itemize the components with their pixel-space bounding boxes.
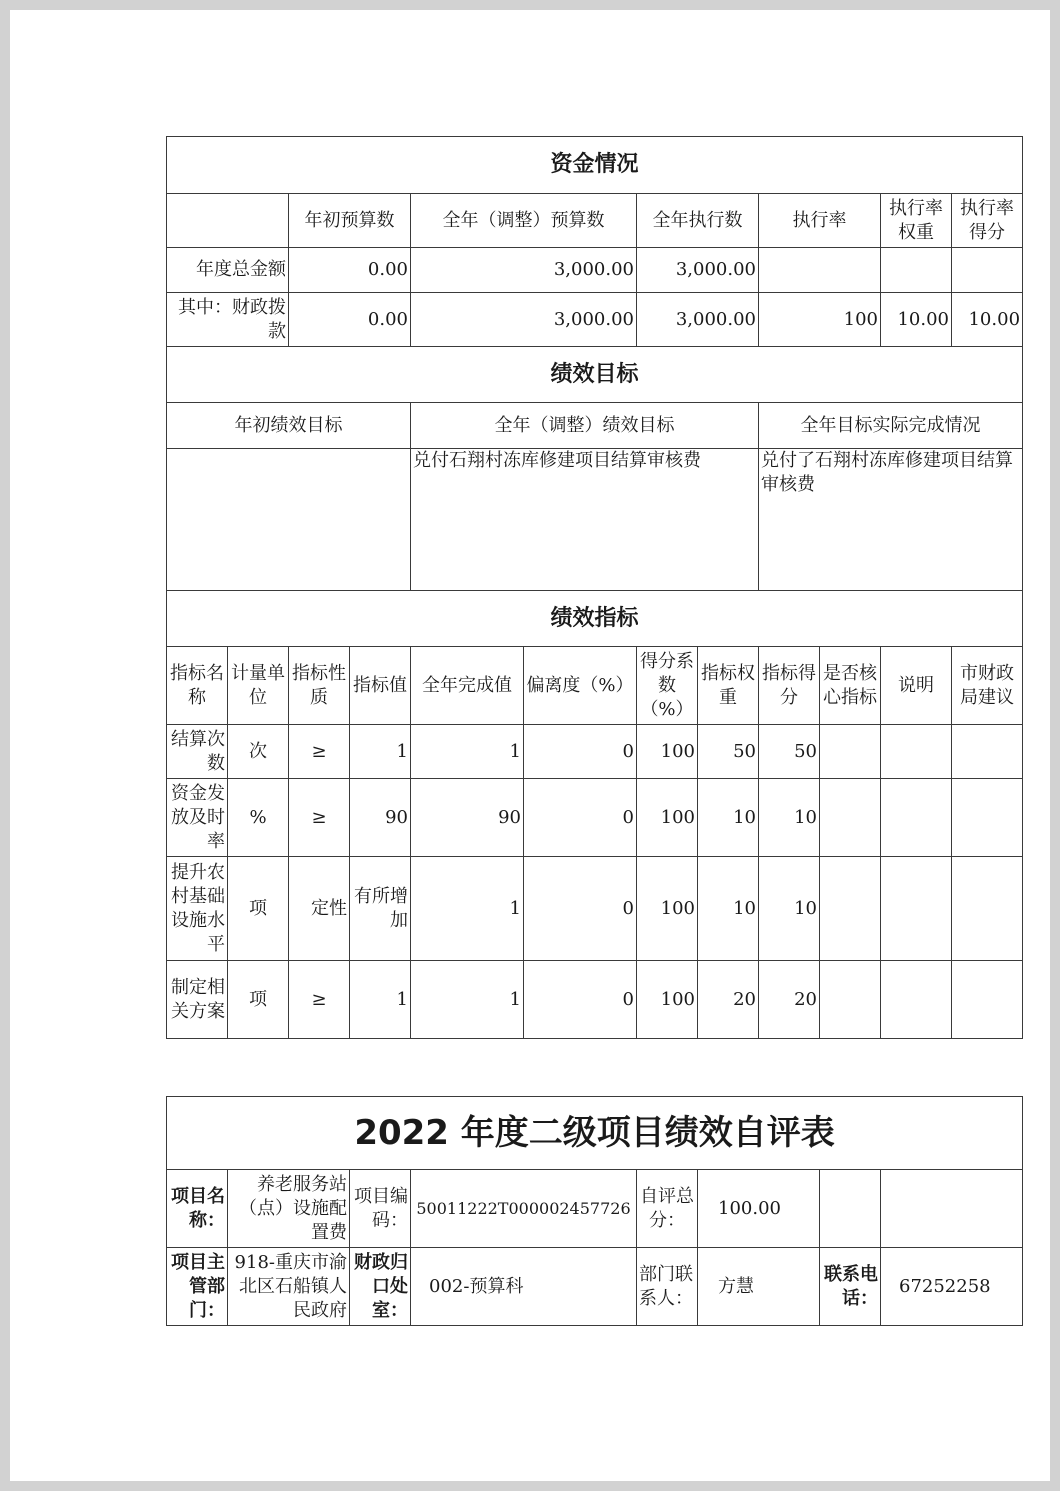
ind-weight: 20 <box>698 961 759 1039</box>
funds-row-score <box>952 248 1023 293</box>
ind-core <box>820 779 881 857</box>
ind-done: 90 <box>411 779 524 857</box>
ind-done: 1 <box>411 961 524 1039</box>
indicator-row <box>167 725 1023 779</box>
ind-advice <box>952 725 1023 779</box>
ind-unit: 次 <box>228 725 289 779</box>
ind-name: 制定相关方案 <box>167 961 228 1039</box>
project-name-value: 养老服务站（点）设施配置费 <box>228 1170 350 1248</box>
ind-header-name: 指标名称 <box>167 647 228 725</box>
funds-row <box>167 248 1023 293</box>
ind-core <box>820 857 881 961</box>
ind-nature: ≥ <box>289 779 350 857</box>
funds-row-label: 年度总金额 <box>167 248 289 293</box>
ind-coef: 100 <box>637 725 698 779</box>
ind-advice <box>952 961 1023 1039</box>
ind-name: 结算次数 <box>167 725 228 779</box>
ind-nature: ≥ <box>289 961 350 1039</box>
funds-header-initial: 年初预算数 <box>289 194 411 248</box>
goals-initial-text <box>167 449 411 591</box>
ind-deviation: 0 <box>524 779 637 857</box>
funds-row-rate: 100 <box>759 293 881 347</box>
ind-header-value: 指标值 <box>350 647 411 725</box>
dept-value: 918-重庆市渝北区石船镇人民政府 <box>228 1248 350 1326</box>
funds-row-weight: 10.00 <box>881 293 952 347</box>
funds-header-executed: 全年执行数 <box>637 194 759 248</box>
funds-row-weight <box>881 248 952 293</box>
ind-header-coef: 得分系数（%） <box>637 647 698 725</box>
contact-value: 方慧 <box>698 1248 820 1326</box>
ind-name: 资金发放及时率 <box>167 779 228 857</box>
empty-cell <box>820 1170 881 1248</box>
goals-header-actual: 全年目标实际完成情况 <box>759 403 1023 449</box>
ind-value: 1 <box>350 961 411 1039</box>
ind-coef: 100 <box>637 779 698 857</box>
ind-score: 10 <box>759 857 820 961</box>
ind-value: 有所增加 <box>350 857 411 961</box>
ind-header-note: 说明 <box>881 647 952 725</box>
ind-header-core: 是否核心指标 <box>820 647 881 725</box>
ind-note <box>881 725 952 779</box>
project-name-label: 项目名称： <box>167 1170 228 1248</box>
goals-header-adjusted: 全年（调整）绩效目标 <box>411 403 759 449</box>
funds-header-blank <box>167 194 289 248</box>
indicator-row <box>167 779 1023 857</box>
project-code-value: 50011222T000002457726 <box>411 1170 637 1248</box>
form-title: 2022 年度二级项目绩效自评表 <box>167 1097 1023 1170</box>
funds-row-score: 10.00 <box>952 293 1023 347</box>
ind-note <box>881 779 952 857</box>
ind-weight: 50 <box>698 725 759 779</box>
ind-weight: 10 <box>698 857 759 961</box>
ind-core <box>820 725 881 779</box>
ind-header-nature: 指标性质 <box>289 647 350 725</box>
funds-header-adjusted: 全年（调整）预算数 <box>411 194 637 248</box>
contact-label: 部门联系人： <box>637 1248 698 1326</box>
empty-cell <box>881 1170 1023 1248</box>
indicators-section-title: 绩效指标 <box>167 591 1023 647</box>
ind-header-weight: 指标权重 <box>698 647 759 725</box>
funds-header-weight: 执行率权重 <box>881 194 952 248</box>
funds-row-rate <box>759 248 881 293</box>
document-page <box>10 10 1050 1481</box>
ind-nature: 定性 <box>289 857 350 961</box>
ind-weight: 10 <box>698 779 759 857</box>
ind-value: 90 <box>350 779 411 857</box>
funds-row-initial: 0.00 <box>289 248 411 293</box>
dept-label: 项目主管部门： <box>167 1248 228 1326</box>
funds-header-score: 执行率得分 <box>952 194 1023 248</box>
project-code-label: 项目编码： <box>350 1170 411 1248</box>
ind-nature: ≥ <box>289 725 350 779</box>
ind-advice <box>952 857 1023 961</box>
ind-unit: 项 <box>228 961 289 1039</box>
ind-advice <box>952 779 1023 857</box>
self-score-label: 自评总分： <box>637 1170 698 1248</box>
goals-header-initial: 年初绩效目标 <box>167 403 411 449</box>
ind-header-unit: 计量单位 <box>228 647 289 725</box>
funds-row-executed: 3,000.00 <box>637 293 759 347</box>
ind-coef: 100 <box>637 961 698 1039</box>
goals-actual-text: 兑付了石翔村冻库修建项目结算审核费 <box>759 449 1023 591</box>
self-evaluation-form <box>166 1096 1023 1326</box>
ind-core <box>820 961 881 1039</box>
funds-header-rate: 执行率 <box>759 194 881 248</box>
goals-section-title: 绩效目标 <box>167 347 1023 403</box>
ind-coef: 100 <box>637 857 698 961</box>
funds-row-executed: 3,000.00 <box>637 248 759 293</box>
performance-table <box>166 136 1023 1039</box>
indicator-row <box>167 961 1023 1039</box>
ind-deviation: 0 <box>524 857 637 961</box>
ind-score: 10 <box>759 779 820 857</box>
ind-score: 20 <box>759 961 820 1039</box>
ind-done: 1 <box>411 725 524 779</box>
ind-header-advice: 市财政局建议 <box>952 647 1023 725</box>
ind-note <box>881 961 952 1039</box>
goals-adjusted-text: 兑付石翔村冻库修建项目结算审核费 <box>411 449 759 591</box>
funds-row-label: 其中：财政拨款 <box>167 293 289 347</box>
phone-value: 67252258 <box>881 1248 1023 1326</box>
ind-value: 1 <box>350 725 411 779</box>
ind-score: 50 <box>759 725 820 779</box>
ind-unit: % <box>228 779 289 857</box>
ind-header-done: 全年完成值 <box>411 647 524 725</box>
funds-section-title: 资金情况 <box>167 137 1023 194</box>
funds-row <box>167 293 1023 347</box>
ind-done: 1 <box>411 857 524 961</box>
ind-note <box>881 857 952 961</box>
phone-label: 联系电话： <box>820 1248 881 1326</box>
finance-office-label: 财政归口处室： <box>350 1248 411 1326</box>
ind-deviation: 0 <box>524 725 637 779</box>
funds-row-adjusted: 3,000.00 <box>411 293 637 347</box>
funds-row-initial: 0.00 <box>289 293 411 347</box>
ind-unit: 项 <box>228 857 289 961</box>
funds-row-adjusted: 3,000.00 <box>411 248 637 293</box>
indicator-row <box>167 857 1023 961</box>
finance-office-value: 002-预算科 <box>411 1248 637 1326</box>
self-score-value: 100.00 <box>698 1170 820 1248</box>
ind-deviation: 0 <box>524 961 637 1039</box>
ind-header-score: 指标得分 <box>759 647 820 725</box>
ind-header-deviation: 偏离度（%） <box>524 647 637 725</box>
ind-name: 提升农村基础设施水平 <box>167 857 228 961</box>
